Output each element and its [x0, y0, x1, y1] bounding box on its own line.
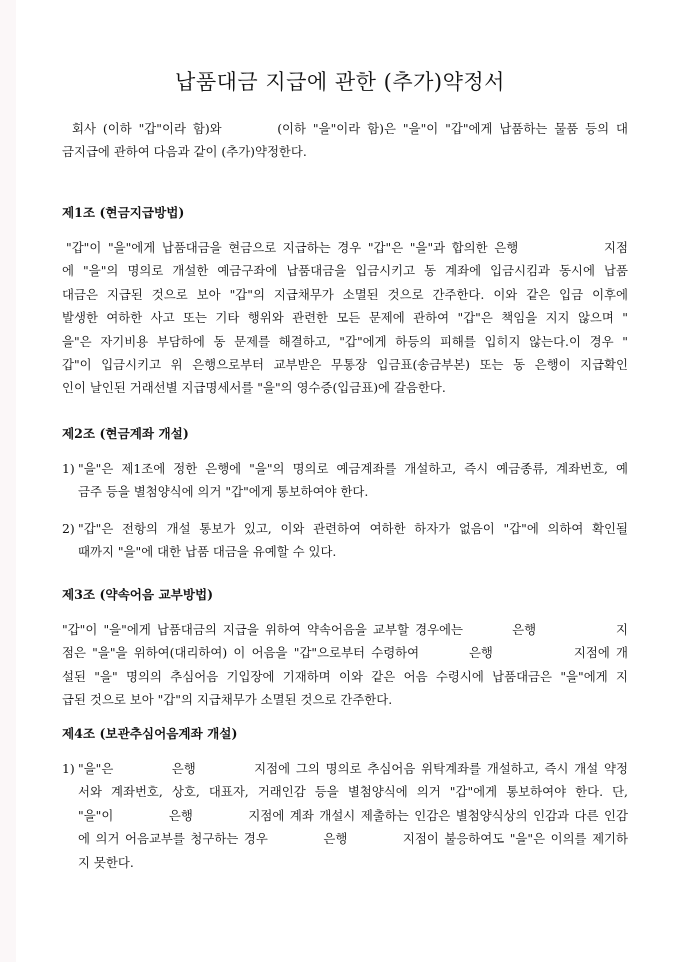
item-line: "을"이 은행 지점에 계좌 개설시 제출하는 인감은 별첨양식상의 인감과 다른 인감 — [78, 807, 628, 823]
document-title: 납품대금 지급에 관한 (추가)약정서 — [175, 70, 505, 94]
paragraph-line: 설된 "을" 명의의 추심어음 기입장에 기재하며 이와 같은 어음 수령시에 납품대금은 "을"에게 지 — [62, 668, 628, 684]
article-1-heading: 제1조 (현금지급방법) — [62, 205, 185, 220]
article-1-paragraph — [62, 236, 628, 400]
item-number: 1) — [62, 461, 75, 476]
item-body — [62, 517, 628, 564]
article-3-heading: 제3조 (약속어음 교부방법) — [62, 587, 214, 602]
article-2-item-1 — [62, 457, 628, 504]
paragraph-line: 대금은 지급된 것으로 보아 "갑"의 지급채무가 소멸된 것으로 간주한다. 이와 같은 입금 이후에 — [62, 286, 628, 302]
item-line: 에 의거 어음교부를 청구하는 경우 은행 지점이 불응하여도 "을"은 이의를 제기하 — [78, 831, 628, 847]
item-line: "갑"은 전항의 개설 통보가 있고, 이와 관련하여 여하한 하자가 없음이 "갑"에 의하여 확인될 — [78, 521, 628, 536]
page-margin-bar — [0, 0, 16, 962]
article-4-item-1 — [62, 757, 628, 874]
paragraph-line: 점은 "을"을 위하여(대리하여) 이 어음을 "갑"으로부터 수령하여 은행 지점에 개 — [62, 645, 628, 661]
intro-line: 금지급에 관하여 다음과 같이 (추가)약정한다. — [62, 144, 307, 160]
article-3-paragraph — [62, 618, 628, 712]
item-line: 금주 등을 별첨양식에 의거 "갑"에게 통보하여야 한다. — [78, 484, 369, 500]
item-number: 1) — [62, 761, 75, 776]
paragraph-line: 발생한 여하한 사고 또는 기타 행위와 관련한 모든 문제에 관하여 "갑"은 책임을 지지 않으며 " — [62, 310, 628, 326]
paragraph-line: 갑"이 입금시키고 위 은행으로부터 교부받은 무통장 입금표(송금부본) 또는 동 은행이 지급확인 — [62, 357, 628, 373]
item-body — [62, 757, 628, 874]
paragraph-line: 에 "을"의 명의로 개설한 예금구좌에 납품대금을 입금시키고 동 계좌에 입금시킴과 동시에 납품 — [62, 263, 628, 279]
item-line: 지 못한다. — [78, 854, 134, 870]
item-line: "을"은 은행 지점에 그의 명의로 추심어음 위탁계좌를 개설하고, 즉시 개설 약정 — [78, 761, 628, 776]
paragraph-line: "갑"이 "을"에게 납품대금을 현금으로 지급하는 경우 "갑"은 "을"과 합의한 은행 지점 — [66, 240, 628, 255]
item-line: 서와 계좌번호, 상호, 대표자, 거래인감 등을 별첨양식에 의거 "갑"에게 통보하여야 한다. 단, — [78, 784, 628, 800]
intro-line: 회사 (이하 "갑"이라 함)와 (이하 "을"이라 함)은 "을"이 "갑"에게 납품하는 물품 등의 대 — [72, 121, 628, 136]
article-2-item-2 — [62, 517, 628, 564]
item-line: "을"은 제1조에 정한 은행에 "을"의 명의로 예금계좌를 개설하고, 즉시 예금종류, 계좌번호, 예 — [78, 461, 628, 476]
article-4-heading: 제4조 (보관추심어음계좌 개설) — [62, 726, 238, 741]
item-number: 2) — [62, 521, 75, 536]
paragraph-line: "갑"이 "을"에게 납품대금의 지급을 위하여 약속어음을 교부할 경우에는 은행 지 — [62, 622, 628, 637]
paragraph-line: 을"은 자기비용 부담하에 동 문제를 해결하고, "갑"에게 하등의 피해를 입히지 않는다.이 경우 " — [62, 333, 628, 349]
item-body — [62, 457, 628, 504]
paragraph-line: 인이 날인된 거래선별 지급명세서를 "을"의 영수증(입금표)에 갈음한다. — [62, 380, 446, 396]
intro-paragraph — [62, 117, 628, 164]
item-line: 때까지 "을"에 대한 납품 대금을 유예할 수 있다. — [78, 544, 337, 560]
article-2-heading: 제2조 (현금계좌 개설) — [62, 426, 189, 441]
paragraph-line: 급된 것으로 보아 "갑"의 지급채무가 소멸된 것으로 간주한다. — [62, 692, 393, 708]
